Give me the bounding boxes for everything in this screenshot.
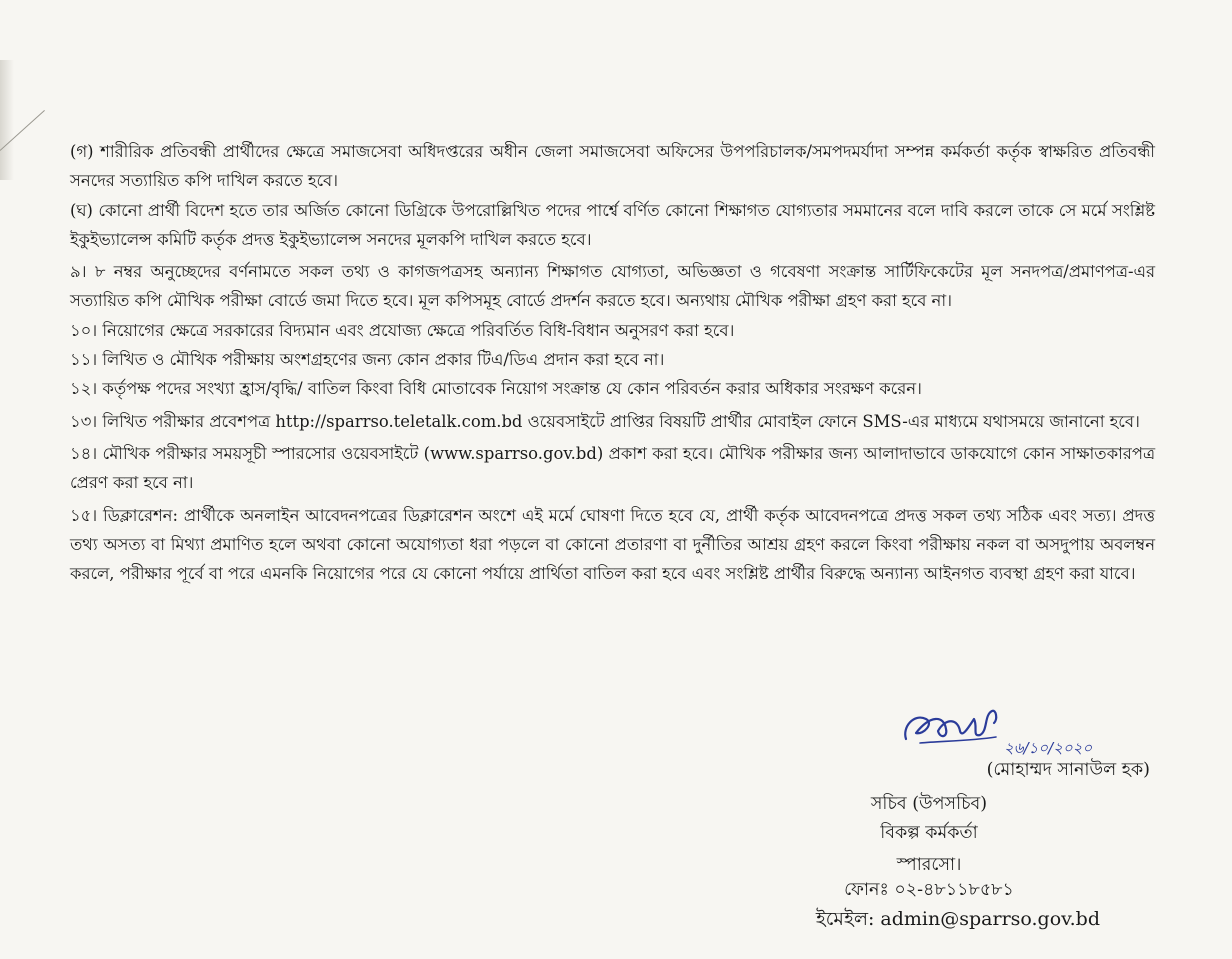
notice-body xyxy=(70,137,1155,588)
clause-13-admit-card: ১৩। লিখিত পরীক্ষার প্রবেশপত্র http://sparrso.teletalk.com.bd ওয়েবসাইটে প্রাপ্তির বিষয়টি প্রার্থীর মোবাইল ফোনে SMS-এর মাধ্যমে যথাসময়ে জানানো হবে। xyxy=(70,411,1140,431)
clause-11-ta-da: ১১। লিখিত ও মৌখিক পরীক্ষায় অংশগ্রহণের জন্য কোন প্রকার টিএ/ডিএ প্রদান করা হবে না। xyxy=(70,350,665,370)
handwritten-signature xyxy=(900,705,1100,760)
clause-14-viva-schedule: ১৪। মৌখিক পরীক্ষার সময়সূচী স্পারসোর ওয়েবসাইটে (www.sparrso.gov.bd) প্রকাশ করা হবে। মৌখিক পরীক্ষার জন্য আলাদাভাবে ডাকযোগে কোন সাক্ষাতকারপত্র প্রেরণ করা হবে না। xyxy=(70,443,1155,493)
clause-gha-foreign-degree: (ঘ) কোনো প্রার্থী বিদেশ হতে তার অর্জিত কোনো ডিগ্রিকে উপরোল্লিখিত পদের পার্শ্বে বর্ণিত কোনো শিক্ষাগত যোগ্যতার সমমানের বলে দাবি করলে তাকে সে মর্মে সংশ্লিষ্ট ইকুইভ্যালেন্স কমিটি কর্তৃক প্রদত্ত ইকুইভ্যালেন্স সনদের মূলকপি দাখিল করতে হবে। xyxy=(70,200,1156,249)
signature-date: ২৬/১০/২০২০ xyxy=(1004,739,1093,757)
clause-10-rules: ১০। নিয়োগের ক্ষেত্রে সরকারের বিদ্যমান এবং প্রযোজ্য ক্ষেত্রে পরিবর্তিত বিধি-বিধান অনুসরণ করা হবে। xyxy=(70,320,735,340)
page-fold-shadow xyxy=(0,60,14,180)
clause-12-authority-rights: ১২। কর্তৃপক্ষ পদের সংখ্যা হ্রাস/বৃদ্ধি/ বাতিল কিংবা বিধি মোতাবেক নিয়োগ সংক্রান্ত যে কোন পরিবর্তন করার অধিকার সংরক্ষণ করেন। xyxy=(70,379,922,399)
clause-ga-disability-certificate: (গ) শারীরিক প্রতিবন্ধী প্রার্থীদের ক্ষেত্রে সমাজসেবা অধিদপ্তরের অধীন জেলা সমাজসেবা অফিসের উপপরিচালক/সমপদমর্যাদা সম্পন্ন কর্মকর্তা কর্তৃক স্বাক্ষরিত প্রতিবন্ধী সনদের সত্যায়িত কপি দাখিল করতে হবে। xyxy=(70,142,1155,191)
signatory-designation: সচিব (উপসচিব) xyxy=(870,794,988,814)
signatory-name: (মোহাম্মদ সানাউল হক) xyxy=(986,760,1150,780)
clause-9-certificates: ৯। ৮ নম্বর অনুচ্ছেদের বর্ণনামতে সকল তথ্য ও কাগজপত্রসহ অন্যান্য শিক্ষাগত যোগ্যতা, অভিজ্ঞতা ও গবেষণা সংক্রান্ত সার্টিফিকেটের মূল সনদপত্র/প্রমাণপত্র-এর সত্যায়িত কপি মৌখিক পরীক্ষা বোর্ডে জমা দিতে হবে। মূল কপিসমূহ বোর্ডে প্রদর্শন করতে হবে। অন্যথায় মৌখিক পরীক্ষা গ্রহণ করা হবে না। xyxy=(70,262,1155,311)
signatory-phone: ফোনঃ ০২-৪৮১১৮৫৮১ xyxy=(844,880,1014,900)
clause-15-declaration: ১৫। ডিক্লারেশন: প্রার্থীকে অনলাইন আবেদনপত্রের ডিক্লারেশন অংশে এই মর্মে ঘোষণা দিতে হবে যে, প্রার্থী কর্তৃক আবেদনপত্রে প্রদত্ত সকল তথ্য সঠিক এবং সত্য। প্রদত্ত তথ্য অসত্য বা মিথ্যা প্রমাণিত হলে অথবা কোনো অযোগ্যতা ধরা পড়লে বা কোনো প্রতারণা বা দুর্নীতির আশ্রয় গ্রহণ করলে কিংবা পরীক্ষায় নকল বা অসদুপায় অবলম্বন করলে, পরীক্ষার পূর্বে বা পরে এমনকি নিয়োগের পরে যে কোনো পর্যায়ে প্রার্থিতা বাতিল করা হবে এবং সংশ্লিষ্ট প্রার্থীর বিরুদ্ধে অন্যান্য আইনগত ব্যবস্থা গ্রহণ করা যাবে। xyxy=(70,505,1155,584)
signature-block xyxy=(770,705,1170,945)
signatory-role: বিকল্প কর্মকর্তা xyxy=(880,823,978,843)
signatory-email: ইমেইল: admin@sparrso.gov.bd xyxy=(815,908,1100,930)
signatory-organization: স্পারসো। xyxy=(896,855,962,875)
